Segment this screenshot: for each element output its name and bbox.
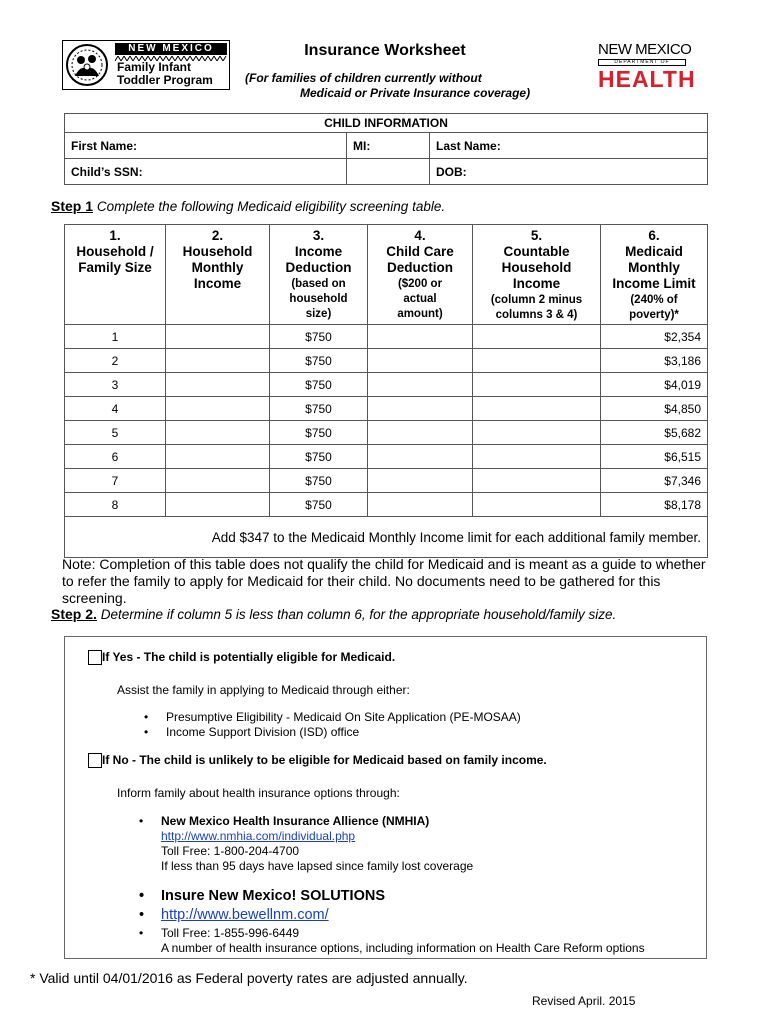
income-input-cell[interactable] xyxy=(166,373,270,397)
dob-field[interactable]: DOB: xyxy=(430,159,708,185)
revised-date: Revised April. 2015 xyxy=(532,994,636,1008)
child-info-table xyxy=(64,113,708,185)
table-row: 2 $750 $3,186 xyxy=(65,349,708,373)
nmhia-block xyxy=(161,814,473,874)
step2-heading xyxy=(51,606,616,622)
table-footer-note: Add $347 to the Medicaid Monthly Income limit for each additional family member. xyxy=(65,517,708,558)
yes-heading: If Yes - The child is potentially eligible for Medicaid. xyxy=(102,650,396,664)
nmdoh-state: NEW MEXICO xyxy=(598,41,692,58)
countable-input-cell[interactable] xyxy=(473,493,601,517)
income-input-cell[interactable] xyxy=(166,445,270,469)
insure-nm-phone: Toll Free: 1-855-996-6449 xyxy=(161,926,300,940)
countable-input-cell[interactable] xyxy=(473,397,601,421)
income-input-cell[interactable] xyxy=(166,325,270,349)
yes-option xyxy=(88,650,395,665)
insure-nm-link[interactable]: http://www.bewellnm.com/ xyxy=(161,907,329,923)
table-row: 8 $750 $8,178 xyxy=(65,493,708,517)
childcare-input-cell[interactable] xyxy=(368,421,473,445)
income-input-cell[interactable] xyxy=(166,397,270,421)
ssn-field[interactable]: Child’s SSN: xyxy=(65,159,347,185)
step2-text: Determine if column 5 is less than column 6, for the appropriate household/family size. xyxy=(100,607,617,622)
col-household-income-header: 2. Household Monthly Income xyxy=(166,225,270,325)
disclaimer-note: Note: Completion of this table does not qualify the child for Medicaid and is meant as a guide to whether to refer the family to apply for Medicaid for their child. No documents need to be gathered for this screening. xyxy=(62,556,706,606)
countable-input-cell[interactable] xyxy=(473,373,601,397)
table-row: 3 $750 $4,019 xyxy=(65,373,708,397)
col-countable-income-header: 5. Countable Household Income (column 2 minus columns 3 & 4) xyxy=(473,225,601,325)
countable-input-cell[interactable] xyxy=(473,349,601,373)
income-input-cell[interactable] xyxy=(166,469,270,493)
nmdoh-dept: DEPARTMENT OF xyxy=(598,59,686,66)
childcare-input-cell[interactable] xyxy=(368,373,473,397)
childcare-input-cell[interactable] xyxy=(368,325,473,349)
nmhia-name: New Mexico Health Insurance Allience (NMHIA) xyxy=(161,814,430,828)
logo-line-2: Family Infant xyxy=(117,60,192,74)
validity-footnote: * Valid until 04/01/2016 as Federal poverty rates are adjusted annually. xyxy=(30,970,468,986)
first-name-field[interactable]: First Name: xyxy=(65,133,347,159)
ssn-extra-cell[interactable] xyxy=(347,159,430,185)
step1-text: Complete the following Medicaid eligibility screening table. xyxy=(96,199,446,214)
income-input-cell[interactable] xyxy=(166,349,270,373)
childcare-input-cell[interactable] xyxy=(368,397,473,421)
logo-state-text: NEW MEXICO xyxy=(115,43,227,55)
income-input-cell[interactable] xyxy=(166,493,270,517)
page-title: Insurance Worksheet xyxy=(304,42,466,59)
subtitle-line-1: (For families of children currently without xyxy=(245,71,482,85)
countable-input-cell[interactable] xyxy=(473,421,601,445)
child-info-heading: CHILD INFORMATION xyxy=(65,114,708,133)
yes-item-pe: Presumptive Eligibility - Medicaid On Site Application (PE-MOSAA) xyxy=(166,710,521,724)
countable-input-cell[interactable] xyxy=(473,325,601,349)
table-row: 4 $750 $4,850 xyxy=(65,397,708,421)
col-income-deduction-header: 3. Income Deduction (based on household size) xyxy=(270,225,368,325)
yes-item-isd: Income Support Division (ISD) office xyxy=(166,725,360,739)
logo-line-3: Toddler Program xyxy=(117,73,213,87)
table-row: 6 $750 $6,515 xyxy=(65,445,708,469)
no-intro: Inform family about health insurance options through: xyxy=(117,786,400,800)
insure-nm-contact xyxy=(161,926,645,956)
step1-label: Step 1 xyxy=(51,198,94,214)
table-row: 5 $750 $5,682 xyxy=(65,421,708,445)
no-heading: If No - The child is unlikely to be eligible for Medicaid based on family income. xyxy=(102,753,547,767)
table-row: 1 $750 $2,354 xyxy=(65,325,708,349)
subtitle-line-2: Medicaid or Private Insurance coverage) xyxy=(300,86,531,100)
step2-label: Step 2. xyxy=(51,606,97,622)
nmhia-link[interactable]: http://www.nmhia.com/individual.php xyxy=(161,829,356,843)
insure-nm-name-row xyxy=(161,888,385,904)
insure-nm-detail: A number of health insurance options, including information on Health Care Reform options xyxy=(161,941,645,955)
mi-field[interactable]: MI: xyxy=(347,133,430,159)
col-medicaid-limit-header: 6. Medicaid Monthly Income Limit (240% of poverty)* xyxy=(601,225,708,325)
no-checkbox[interactable] xyxy=(88,753,102,768)
col-household-size-header: 1. Household / Family Size xyxy=(65,225,166,325)
childcare-input-cell[interactable] xyxy=(368,445,473,469)
nmdoh-health: HEALTH xyxy=(598,66,696,92)
last-name-field[interactable]: Last Name: xyxy=(430,133,708,159)
insure-nm-name: Insure New Mexico! SOLUTIONS xyxy=(161,888,385,904)
yes-checkbox[interactable] xyxy=(88,650,102,665)
table-row: 7 $750 $7,346 xyxy=(65,469,708,493)
col-childcare-deduction-header: 4. Child Care Deduction ($200 or actual amount) xyxy=(368,225,473,325)
childcare-input-cell[interactable] xyxy=(368,349,473,373)
childcare-input-cell[interactable] xyxy=(368,469,473,493)
step1-heading xyxy=(51,198,445,214)
countable-input-cell[interactable] xyxy=(473,445,601,469)
no-option xyxy=(88,753,547,768)
insure-nm-link-row[interactable] xyxy=(161,907,329,923)
nmhia-phone: Toll Free: 1-800-204-4700 xyxy=(161,844,300,858)
medicaid-table xyxy=(64,224,708,558)
yes-intro: Assist the family in applying to Medicaid through either: xyxy=(117,683,410,697)
countable-input-cell[interactable] xyxy=(473,469,601,493)
nmhia-detail: If less than 95 days have lapsed since family lost coverage xyxy=(161,859,474,873)
childcare-input-cell[interactable] xyxy=(368,493,473,517)
income-input-cell[interactable] xyxy=(166,421,270,445)
